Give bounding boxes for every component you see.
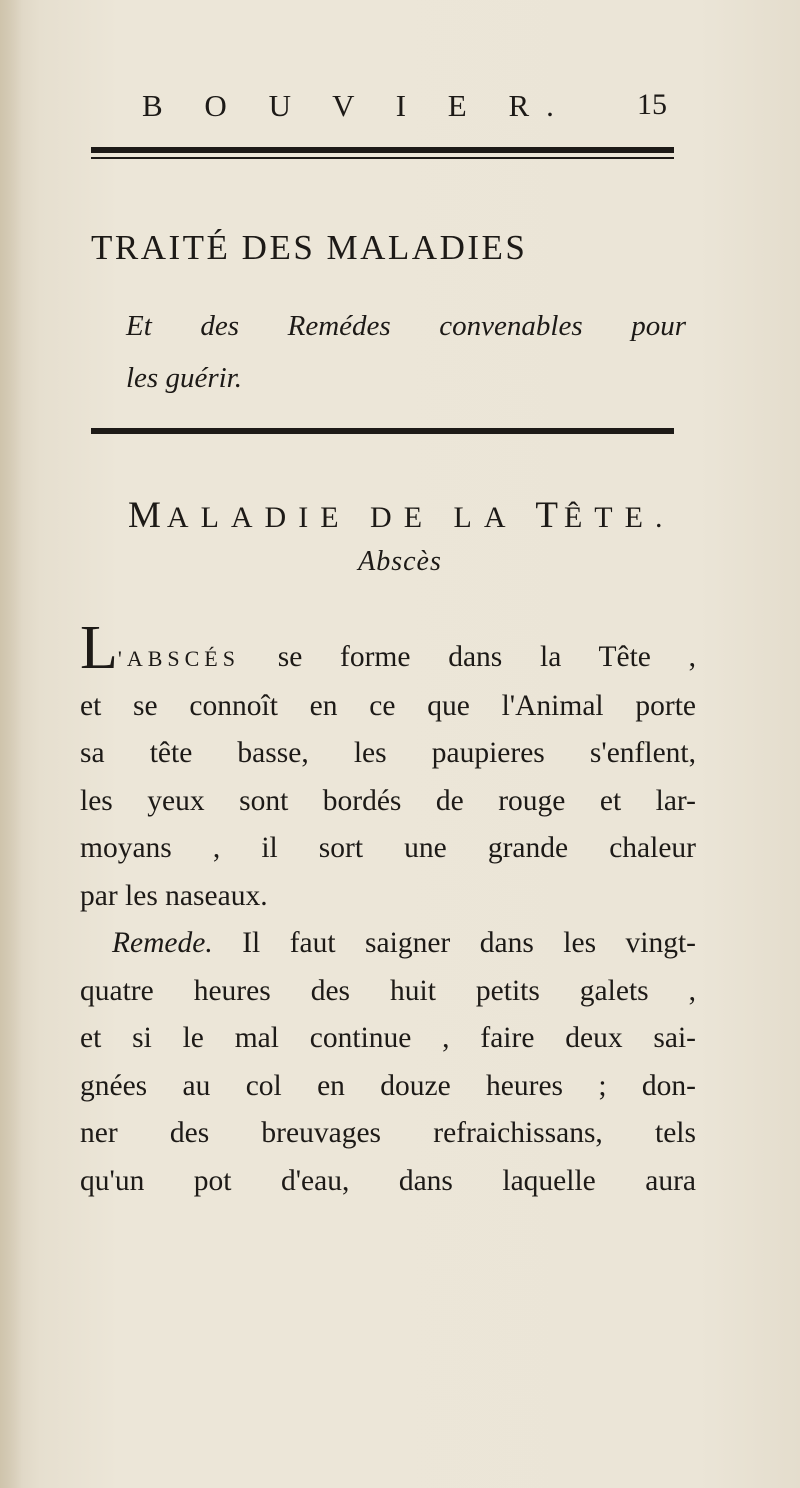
paragraph-2-line-6: qu'un pot d'eau, dans laquelle aura bbox=[80, 1164, 696, 1197]
paragraph-1-line-5: moyans , il sort une grande chaleur bbox=[80, 832, 696, 864]
subtitle-line-1: Et des Remédes convenables pour bbox=[126, 310, 686, 342]
line-text: Il faut saigner dans les vingt- bbox=[212, 927, 696, 959]
first-word: 'ABSCÉS bbox=[117, 646, 240, 671]
paragraph-1-line-2: et se connoît en ce que l'Animal porte bbox=[80, 689, 696, 722]
section-text-2: ÊTE. bbox=[563, 501, 675, 534]
paragraph-2-line-5: ner des breuvages refraichissans, tels bbox=[80, 1117, 696, 1149]
subtitle bbox=[126, 300, 686, 404]
paragraph-1-line-3: sa tête basse, les paupieres s'enflent, bbox=[80, 737, 696, 769]
paragraph-1-line-6: par les naseaux. bbox=[80, 879, 268, 912]
paragraph-1-line-4: les yeux sont bordés de rouge et lar- bbox=[80, 784, 696, 817]
section-rule bbox=[91, 428, 674, 434]
page-gutter-shadow bbox=[0, 0, 22, 1488]
subtitle-line-2: les guérir. bbox=[126, 362, 242, 394]
section-text-1: ALADIE DE LA bbox=[166, 501, 536, 534]
subsection-heading: Abscès bbox=[358, 546, 442, 577]
section-cap-1: M bbox=[128, 495, 167, 536]
line-text: se forme dans la Tête , bbox=[239, 641, 696, 673]
paragraph-2-line-2: quatre heures des huit petits galets , bbox=[80, 974, 696, 1007]
remede-label: Remede. bbox=[112, 927, 213, 959]
section-cap-2: T bbox=[535, 495, 564, 536]
running-head-title: B O U V I E R. bbox=[142, 88, 571, 123]
body-text bbox=[80, 614, 696, 1205]
running-head bbox=[0, 84, 800, 124]
paragraph-2-line-1 bbox=[80, 920, 696, 968]
header-rule bbox=[91, 147, 674, 159]
paragraph-2-line-3: et si le mal continue , faire deux sai- bbox=[80, 1022, 696, 1054]
paragraph-2-line-4: gnées au col en douze heures ; don- bbox=[80, 1069, 696, 1102]
main-title: TRAITÉ DES MALADIES bbox=[91, 228, 528, 267]
section-heading bbox=[128, 494, 675, 537]
paragraph-1-line-1 bbox=[80, 614, 696, 683]
drop-cap: L bbox=[80, 614, 118, 682]
page-number: 15 bbox=[637, 88, 667, 121]
